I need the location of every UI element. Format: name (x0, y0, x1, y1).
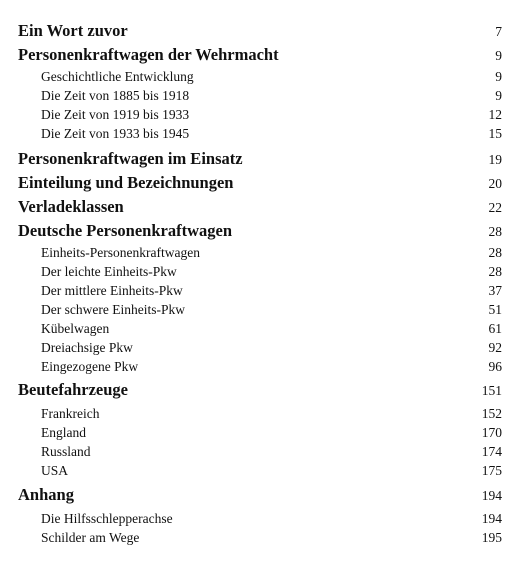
toc-entry (18, 173, 502, 197)
toc-page-number: 194 (481, 488, 502, 503)
toc-title: Russland (41, 444, 91, 459)
toc-entry (18, 45, 502, 69)
toc-subentry (41, 88, 502, 107)
toc-page-number: 51 (488, 302, 502, 317)
toc-page-number: 19 (488, 152, 502, 167)
toc-title: Frankreich (41, 406, 100, 421)
toc-page-number: 28 (488, 264, 502, 279)
toc-entry (18, 149, 502, 173)
toc-subentry (41, 302, 502, 321)
toc-title: Personenkraftwagen im Einsatz (18, 149, 243, 168)
toc-title: Einteilung und Bezeichnungen (18, 173, 234, 192)
toc-title: England (41, 425, 86, 440)
toc-subentry (41, 107, 502, 126)
toc-title: Die Zeit von 1885 bis 1918 (41, 88, 190, 103)
toc-page-number: 174 (481, 444, 502, 459)
toc-subentry (41, 340, 502, 359)
toc-entry (18, 221, 502, 245)
toc-subentry (41, 463, 502, 482)
toc-title: Eingezogene Pkw (41, 359, 139, 374)
toc-title: Der mittlere Einheits-Pkw (41, 283, 183, 298)
toc-title: Der leichte Einheits-Pkw (41, 264, 177, 279)
toc-page-number: 28 (488, 245, 502, 260)
toc-title: Dreiachsige Pkw (41, 340, 133, 355)
toc-title: Der schwere Einheits-Pkw (41, 302, 185, 317)
toc-title: Geschichtliche Entwicklung (41, 69, 194, 84)
toc-subentry (41, 511, 502, 530)
toc-page-number: 170 (481, 425, 502, 440)
toc-page-number: 28 (488, 224, 502, 239)
toc-subentry (41, 126, 502, 145)
toc-page-number: 61 (488, 321, 502, 336)
toc-page-number: 7 (495, 24, 502, 39)
toc-subentry (41, 530, 502, 549)
toc-title: Einheits-Personenkraftwagen (41, 245, 200, 260)
toc-page-number: 92 (488, 340, 502, 355)
toc-page-number: 20 (488, 176, 502, 191)
toc-subentry (41, 321, 502, 340)
toc-title: Kübelwagen (41, 321, 110, 336)
toc-page-number: 195 (481, 530, 502, 545)
toc-subentry (41, 283, 502, 302)
toc-page-number: 9 (495, 69, 502, 84)
toc-page-number: 12 (488, 107, 502, 122)
toc-page-number: 37 (488, 283, 502, 298)
toc-title: Schilder am Wege (41, 530, 140, 545)
toc-title: Die Zeit von 1933 bis 1945 (41, 126, 190, 141)
toc-page-number: 152 (481, 406, 502, 421)
toc-subentry (41, 359, 502, 378)
toc-title: Beutefahrzeuge (18, 380, 128, 399)
toc-title: Die Hilfsschlepperachse (41, 511, 173, 526)
toc-entry (18, 380, 502, 404)
toc-entry (18, 485, 502, 509)
toc-page-number: 15 (488, 126, 502, 141)
toc-page-number: 194 (481, 511, 502, 526)
toc-title: Anhang (18, 485, 74, 504)
toc-page-number: 151 (481, 383, 502, 398)
toc-page-number: 9 (495, 88, 502, 103)
toc-title: Verladeklassen (18, 197, 124, 216)
toc-page-number: 22 (488, 200, 502, 215)
toc-subentry (41, 245, 502, 264)
toc-subentry (41, 69, 502, 88)
toc-title: USA (41, 463, 69, 478)
toc-subentry (41, 444, 502, 463)
toc-page-number: 96 (488, 359, 502, 374)
toc-entry (18, 21, 502, 45)
toc-title: Personenkraftwagen der Wehrmacht (18, 45, 279, 64)
toc-subentry (41, 264, 502, 283)
toc-title: Die Zeit von 1919 bis 1933 (41, 107, 190, 122)
toc-subentry (41, 425, 502, 444)
toc-title: Deutsche Personenkraftwagen (18, 221, 233, 240)
toc-title: Ein Wort zuvor (18, 21, 128, 40)
toc-page-number: 175 (481, 463, 502, 478)
toc-page-number: 9 (495, 48, 502, 63)
toc-entry (18, 197, 502, 221)
toc-subentry (41, 406, 502, 425)
